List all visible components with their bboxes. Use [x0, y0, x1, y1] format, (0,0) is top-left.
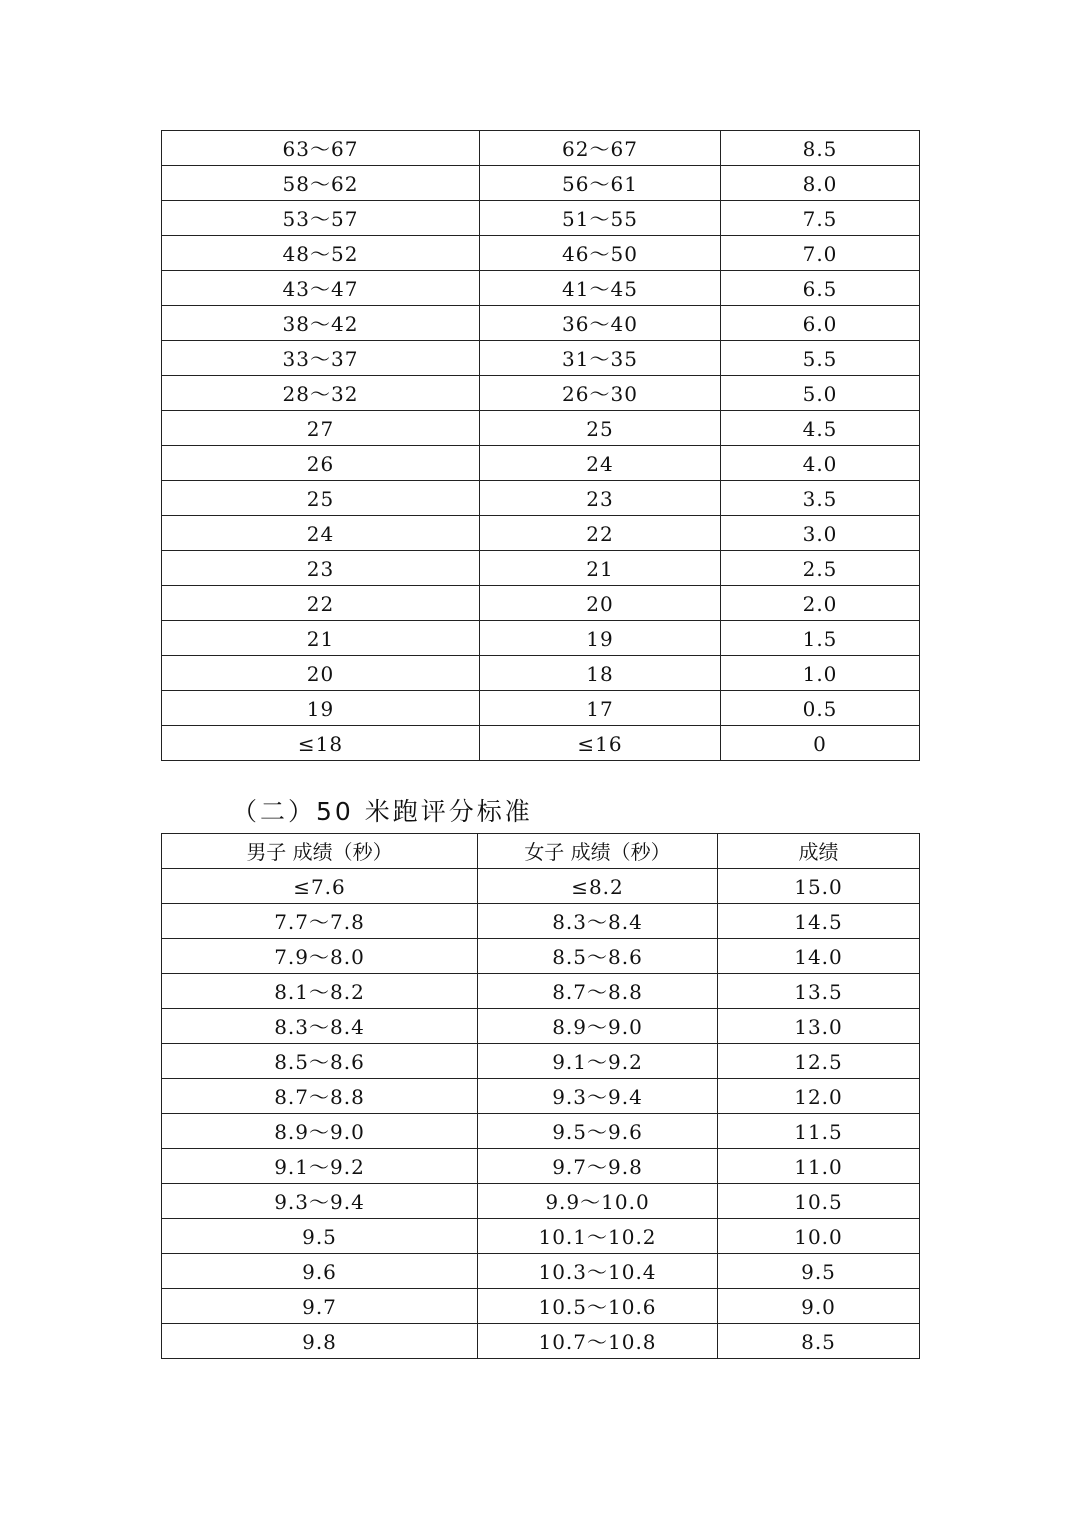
cell-points: 2.5: [721, 551, 920, 586]
cell-male: 53～57: [162, 201, 480, 236]
cell-female: 8.7～8.8: [478, 974, 718, 1009]
cell-points: 10.5: [718, 1184, 920, 1219]
cell-female: 51～55: [480, 201, 721, 236]
table-row: [162, 621, 920, 656]
table-row: [162, 376, 920, 411]
cell-points: 9.5: [718, 1254, 920, 1289]
cell-female: ≤8.2: [478, 869, 718, 904]
table-row: [162, 446, 920, 481]
cell-female: 20: [480, 586, 721, 621]
cell-points: 7.5: [721, 201, 920, 236]
cell-female: 8.5～8.6: [478, 939, 718, 974]
cell-female: 19: [480, 621, 721, 656]
cell-points: 12.0: [718, 1079, 920, 1114]
cell-male: 7.9～8.0: [162, 939, 478, 974]
cell-female: 10.7～10.8: [478, 1324, 718, 1359]
header-male-score: 男子 成绩（秒）: [162, 834, 478, 869]
cell-points: 10.0: [718, 1219, 920, 1254]
cell-female: 56～61: [480, 166, 721, 201]
cell-male: 9.7: [162, 1289, 478, 1324]
table-row: [162, 306, 920, 341]
cell-male: 7.7～7.8: [162, 904, 478, 939]
cell-female: 17: [480, 691, 721, 726]
table-row: [162, 1219, 920, 1254]
cell-female: 10.5～10.6: [478, 1289, 718, 1324]
cell-female: 23: [480, 481, 721, 516]
table-row: [162, 1009, 920, 1044]
cell-points: 2.0: [721, 586, 920, 621]
table-row: [162, 726, 920, 761]
cell-points: 3.5: [721, 481, 920, 516]
cell-male: 48～52: [162, 236, 480, 271]
cell-male: 24: [162, 516, 480, 551]
header-row: [162, 834, 920, 869]
cell-female: 46～50: [480, 236, 721, 271]
scoring-table-50m-run: [161, 833, 920, 1359]
cell-male: ≤18: [162, 726, 480, 761]
table-row: [162, 551, 920, 586]
cell-male: 38～42: [162, 306, 480, 341]
cell-male: 8.7～8.8: [162, 1079, 478, 1114]
cell-male: 19: [162, 691, 480, 726]
cell-points: 8.5: [718, 1324, 920, 1359]
cell-male: ≤7.6: [162, 869, 478, 904]
cell-male: 26: [162, 446, 480, 481]
cell-female: 9.1～9.2: [478, 1044, 718, 1079]
cell-female: 24: [480, 446, 721, 481]
cell-points: 14.5: [718, 904, 920, 939]
cell-points: 3.0: [721, 516, 920, 551]
cell-points: 0.5: [721, 691, 920, 726]
cell-male: 8.1～8.2: [162, 974, 478, 1009]
cell-female: 10.1～10.2: [478, 1219, 718, 1254]
cell-points: 6.0: [721, 306, 920, 341]
cell-male: 43～47: [162, 271, 480, 306]
table-row: [162, 869, 920, 904]
cell-female: 8.9～9.0: [478, 1009, 718, 1044]
cell-female: 25: [480, 411, 721, 446]
cell-male: 33～37: [162, 341, 480, 376]
cell-female: 8.3～8.4: [478, 904, 718, 939]
cell-points: 13.0: [718, 1009, 920, 1044]
table-row: [162, 341, 920, 376]
cell-points: 11.5: [718, 1114, 920, 1149]
cell-female: 36～40: [480, 306, 721, 341]
table-row: [162, 1044, 920, 1079]
table-row: [162, 271, 920, 306]
table-row: [162, 1114, 920, 1149]
cell-male: 21: [162, 621, 480, 656]
cell-male: 23: [162, 551, 480, 586]
cell-points: 15.0: [718, 869, 920, 904]
table-row: [162, 411, 920, 446]
table-row: [162, 166, 920, 201]
table-row: [162, 131, 920, 166]
cell-male: 9.8: [162, 1324, 478, 1359]
cell-male: 27: [162, 411, 480, 446]
header-points: 成绩: [718, 834, 920, 869]
cell-male: 58～62: [162, 166, 480, 201]
table-row: [162, 201, 920, 236]
table-row: [162, 1184, 920, 1219]
cell-male: 9.3～9.4: [162, 1184, 478, 1219]
cell-points: 11.0: [718, 1149, 920, 1184]
cell-points: 12.5: [718, 1044, 920, 1079]
cell-female: 9.3～9.4: [478, 1079, 718, 1114]
table-row: [162, 939, 920, 974]
header-female-score: 女子 成绩（秒）: [478, 834, 718, 869]
cell-female: 10.3～10.4: [478, 1254, 718, 1289]
table-row: [162, 1289, 920, 1324]
cell-male: 8.9～9.0: [162, 1114, 478, 1149]
cell-male: 28～32: [162, 376, 480, 411]
table-row: [162, 1324, 920, 1359]
cell-points: 0: [721, 726, 920, 761]
table-row: [162, 1079, 920, 1114]
scoring-table-continued: [161, 130, 920, 761]
cell-female: 18: [480, 656, 721, 691]
cell-male: 9.5: [162, 1219, 478, 1254]
cell-male: 63～67: [162, 131, 480, 166]
table-row: [162, 904, 920, 939]
cell-male: 8.5～8.6: [162, 1044, 478, 1079]
cell-male: 22: [162, 586, 480, 621]
cell-points: 1.5: [721, 621, 920, 656]
cell-female: 9.7～9.8: [478, 1149, 718, 1184]
cell-points: 8.5: [721, 131, 920, 166]
table-row: [162, 516, 920, 551]
cell-points: 7.0: [721, 236, 920, 271]
cell-points: 1.0: [721, 656, 920, 691]
cell-points: 14.0: [718, 939, 920, 974]
table-row: [162, 1254, 920, 1289]
cell-male: 20: [162, 656, 480, 691]
cell-points: 4.0: [721, 446, 920, 481]
scoring-table-50m-header: [162, 834, 920, 869]
cell-female: ≤16: [480, 726, 721, 761]
cell-female: 41～45: [480, 271, 721, 306]
cell-male: 9.6: [162, 1254, 478, 1289]
table-row: [162, 586, 920, 621]
cell-points: 8.0: [721, 166, 920, 201]
table-row: [162, 691, 920, 726]
cell-points: 13.5: [718, 974, 920, 1009]
table-row: [162, 481, 920, 516]
cell-points: 6.5: [721, 271, 920, 306]
section-heading-50m-run: （二）50 米跑评分标准: [232, 797, 533, 826]
cell-points: 5.5: [721, 341, 920, 376]
table-row: [162, 656, 920, 691]
cell-points: 9.0: [718, 1289, 920, 1324]
cell-male: 25: [162, 481, 480, 516]
cell-male: 9.1～9.2: [162, 1149, 478, 1184]
cell-female: 9.5～9.6: [478, 1114, 718, 1149]
scoring-table-50m-body: [162, 869, 920, 1359]
cell-female: 62～67: [480, 131, 721, 166]
cell-female: 31～35: [480, 341, 721, 376]
cell-female: 21: [480, 551, 721, 586]
table-row: [162, 974, 920, 1009]
table-row: [162, 1149, 920, 1184]
cell-male: 8.3～8.4: [162, 1009, 478, 1044]
table-row: [162, 236, 920, 271]
cell-points: 5.0: [721, 376, 920, 411]
cell-female: 26～30: [480, 376, 721, 411]
cell-female: 22: [480, 516, 721, 551]
scoring-table-continued-body: [162, 131, 920, 761]
cell-female: 9.9～10.0: [478, 1184, 718, 1219]
cell-points: 4.5: [721, 411, 920, 446]
